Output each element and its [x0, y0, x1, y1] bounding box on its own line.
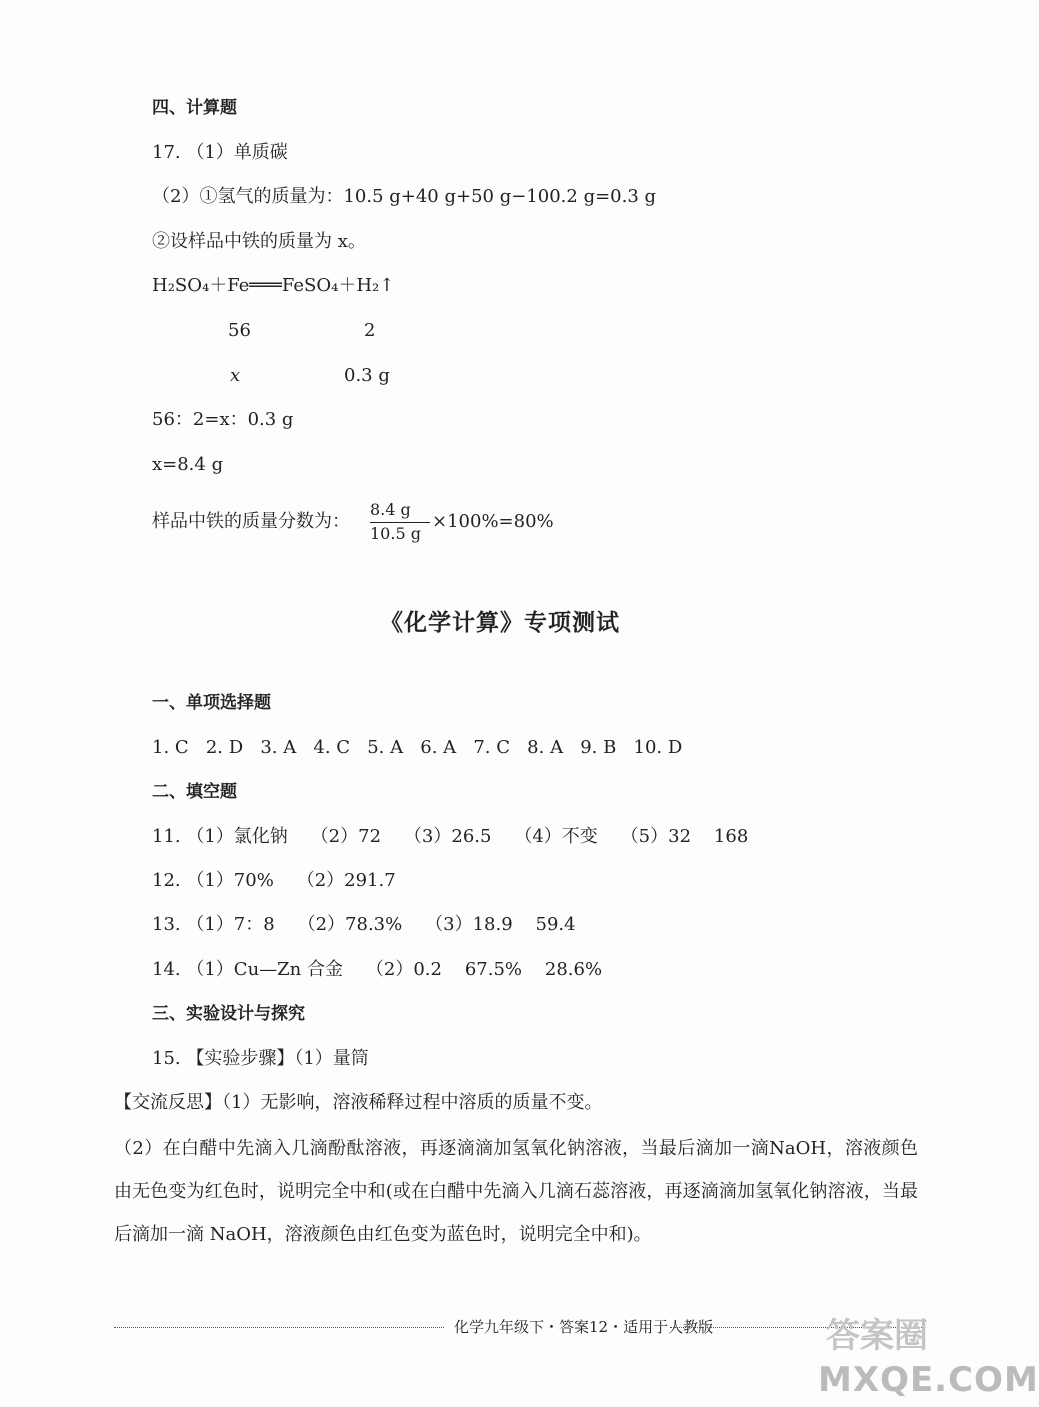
chemical-equation: H₂SO₄＋Fe═══FeSO₄＋H₂↑: [152, 275, 395, 296]
fraction-label: 样品中铁的质量分数为：: [152, 511, 350, 532]
footer-dots-left: [114, 1327, 444, 1328]
watermark-site: MXQE.COM: [818, 1360, 1039, 1400]
q12-answers: 12. （1）70% （2）291.7: [152, 870, 396, 891]
heading-experiment: 三、实验设计与探究: [152, 1004, 305, 1024]
q15-paragraph: （2）在白醋中先滴入几滴酚酞溶液，再逐滴滴加氢氧化钠溶液，当最后滴加一滴NaOH，溶液颜色由无色变为红色时，说明完全中和(或在白醋中先滴入几滴石蕊溶液，再逐滴滴加氢氧化钠溶液，当最后滴加一滴 NaOH，溶液颜色由红色变为蓝色时，说明完全中和)。: [114, 1138, 918, 1245]
proportion-equation: 56：2=x：0.3 g: [152, 409, 294, 430]
q11-answers: 11. （1）氯化钠 （2）72 （3）26.5 （4）不变 （5）32 168: [152, 826, 749, 847]
test-title: 《化学计算》专项测试: [380, 610, 620, 636]
choice-answers: 1. C 2. D 3. A 4. C 5. A 6. A 7. C 8. A 9. B 10. D: [152, 737, 683, 758]
section-heading-calculation: 四、计算题: [152, 98, 237, 118]
ratio-h2-mass: 2: [364, 320, 376, 341]
q17-part1: 17. （1）单质碳: [152, 142, 288, 163]
q17-assumption: ②设样品中铁的质量为 x。: [152, 231, 366, 252]
fraction-tail: ×100%=80%: [432, 511, 554, 532]
q15-step: 15. 【实验步骤】（1）量筒: [152, 1048, 369, 1069]
result-x: x=8.4 g: [152, 454, 224, 475]
watermark-logo: 答案圈: [826, 1316, 928, 1356]
q13-answers: 13. （1）7：8 （2）78.3% （3）18.9 59.4: [152, 914, 576, 935]
q17-part2: （2）①氢气的质量为：10.5 g+40 g+50 g−100.2 g=0.3 g: [152, 186, 657, 207]
watermark: [818, 1300, 1039, 1407]
ratio-unknown-x: x: [230, 365, 241, 386]
fraction-numerator: 8.4 g: [370, 500, 411, 519]
heading-fill-blank: 二、填空题: [152, 782, 237, 802]
heading-single-choice: 一、单项选择题: [152, 693, 271, 713]
ratio-fe-mass: 56: [228, 320, 251, 341]
q15-reflection: 【交流反思】（1）无影响，溶液稀释过程中溶质的质量不变。: [114, 1092, 603, 1113]
fraction-denominator: 10.5 g: [370, 524, 421, 543]
footer-text: 化学九年级下・答案12・适用于人教版: [454, 1318, 714, 1336]
q14-answers: 14. （1）Cu—Zn 合金 （2）0.2 67.5% 28.6%: [152, 959, 603, 980]
fraction-bar: [370, 522, 430, 523]
ratio-h2-value: 0.3 g: [344, 365, 390, 386]
page-footer: [114, 1316, 922, 1340]
